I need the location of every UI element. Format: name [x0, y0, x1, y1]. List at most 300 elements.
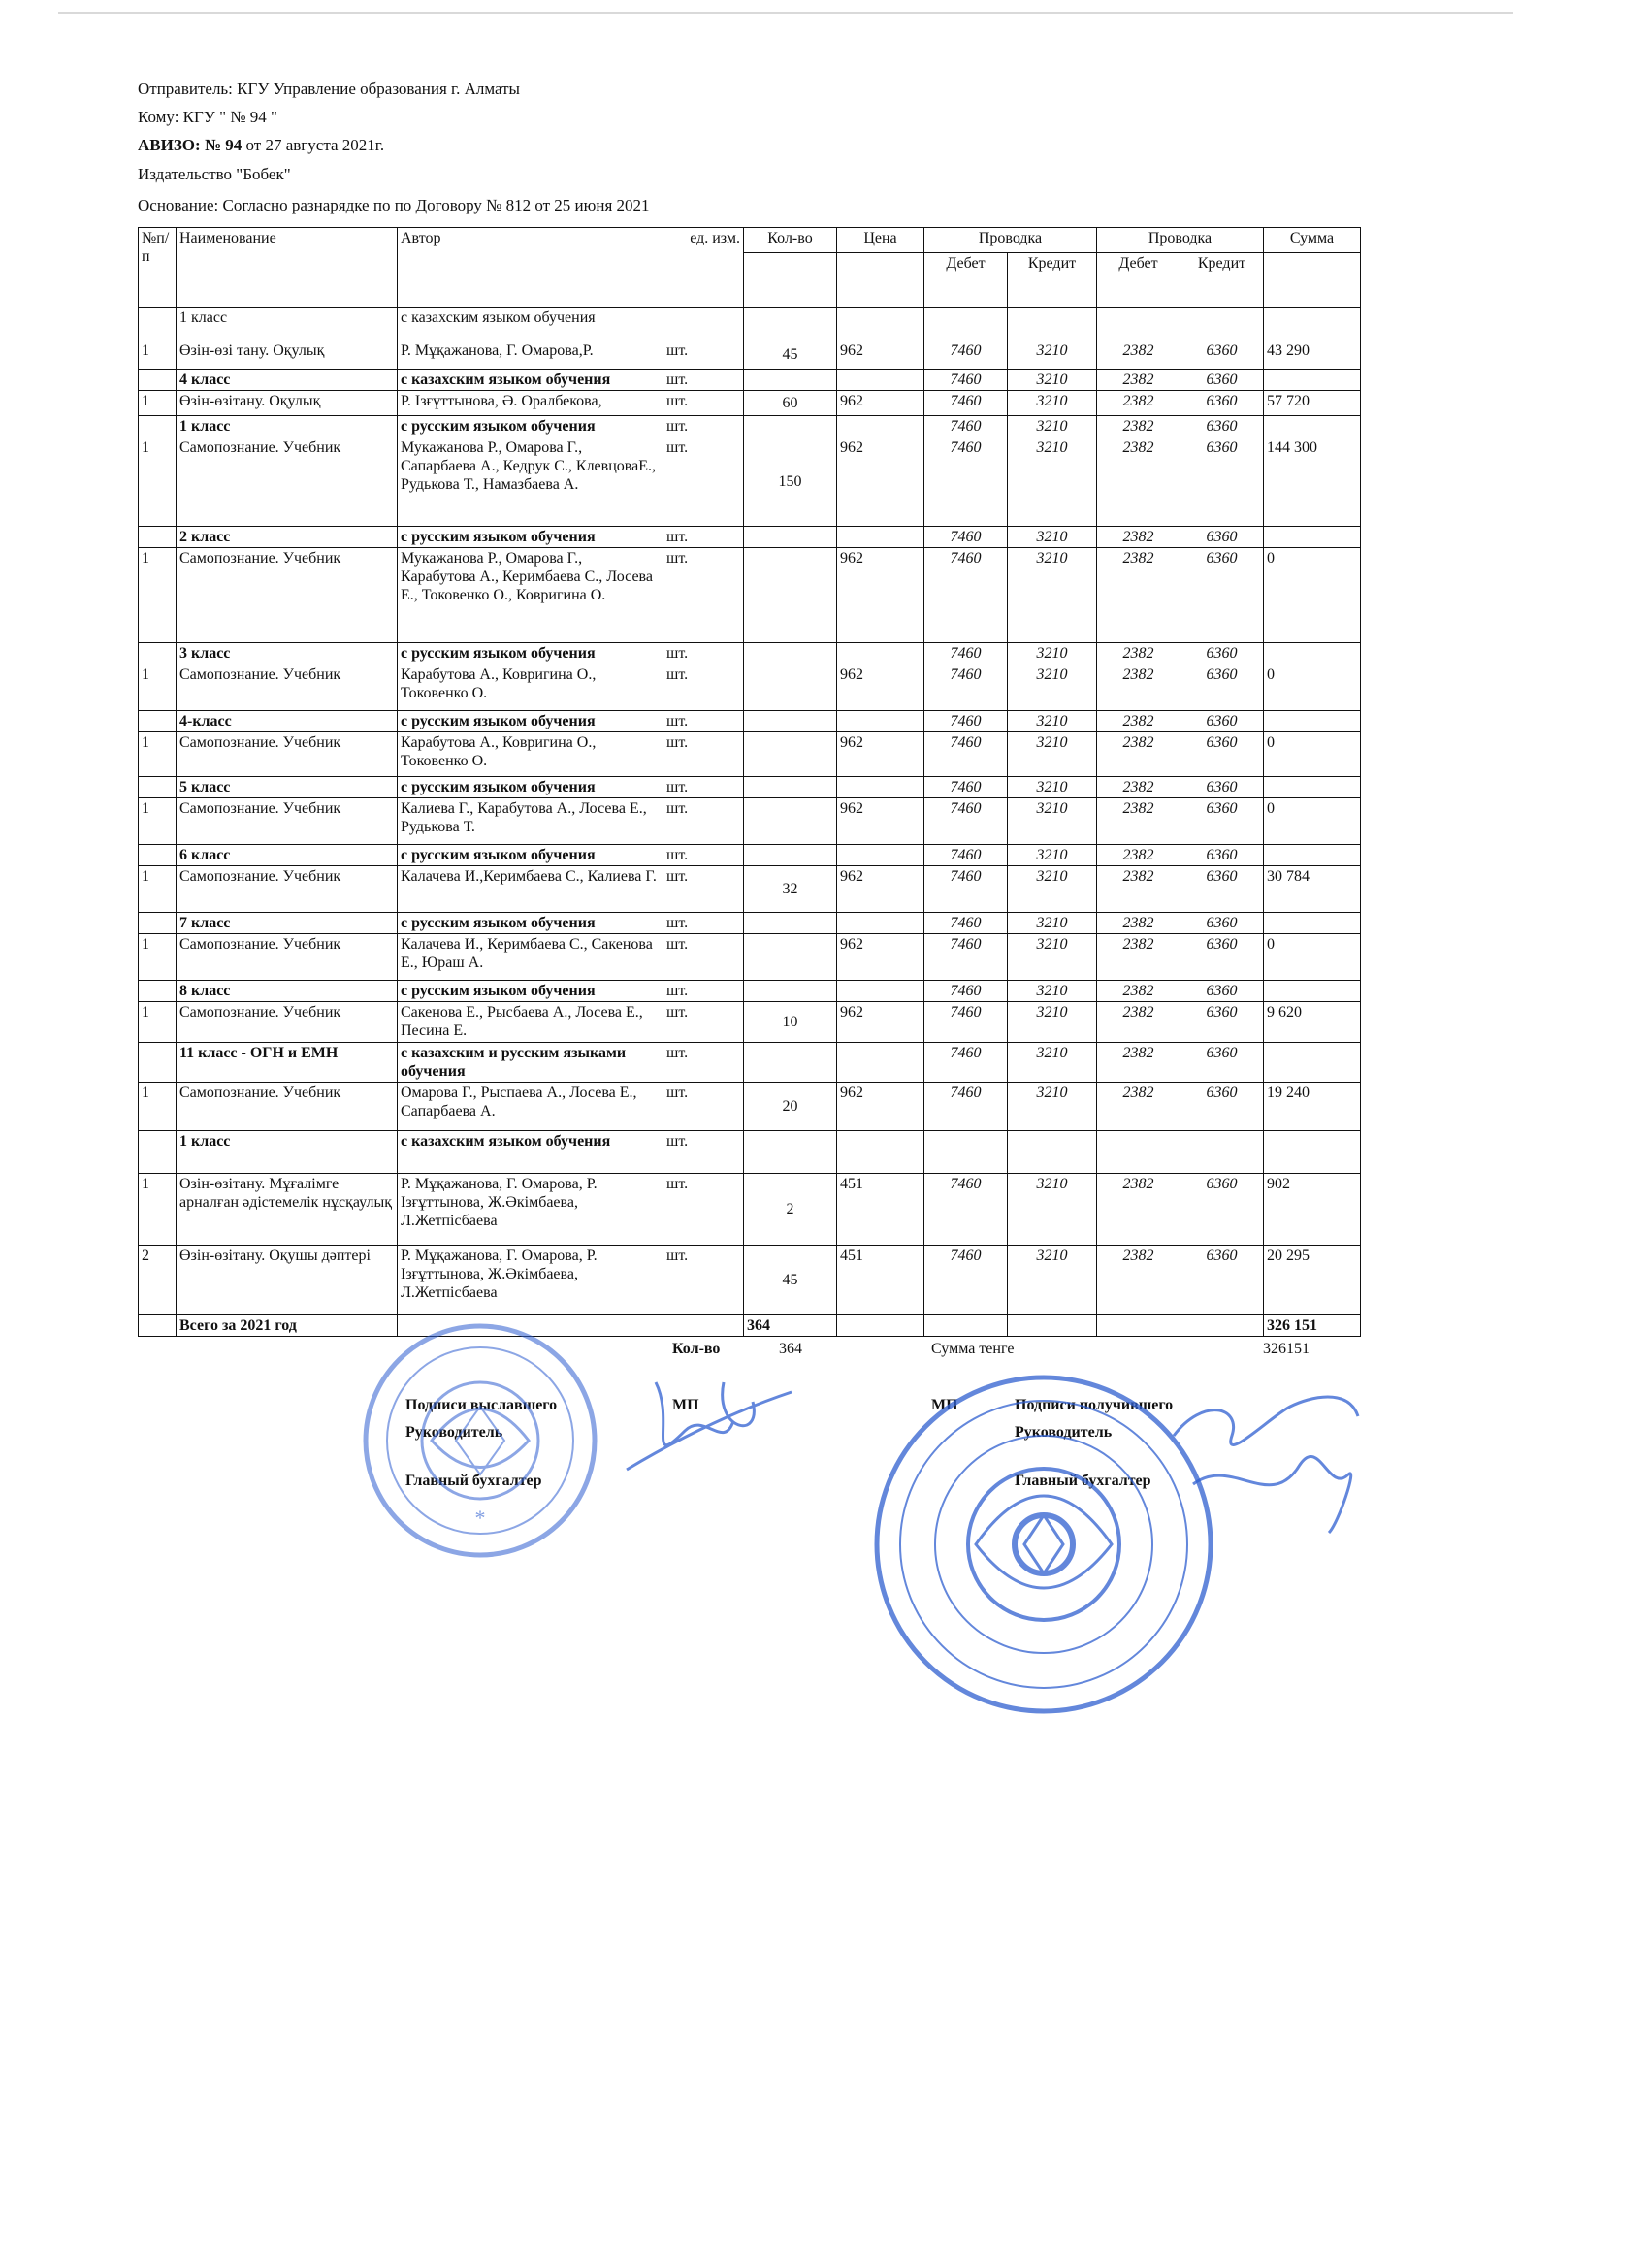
group-credit-2: 6360: [1180, 1043, 1264, 1083]
item-qty: 150: [744, 437, 837, 527]
item-price: 962: [837, 664, 924, 711]
item-num: 1: [139, 664, 177, 711]
group-row: [139, 1131, 1361, 1174]
col-header-unit: ед. изм.: [663, 228, 744, 308]
group-sum-cell: [1264, 527, 1361, 548]
group-sum-cell: [1264, 711, 1361, 732]
item-author: Калачева И., Керимбаева С., Сакенова Е., Юраш А.: [398, 934, 663, 981]
item-credit-1: 3210: [1008, 866, 1097, 913]
group-price-cell: [837, 1131, 924, 1174]
item-unit: шт.: [663, 1246, 744, 1315]
item-debit-1: 7460: [924, 1246, 1008, 1315]
item-row: [139, 934, 1361, 981]
group-debit-1: [924, 1131, 1008, 1174]
group-num-cell: [139, 981, 177, 1002]
group-row: [139, 370, 1361, 391]
group-credit-2: 6360: [1180, 643, 1264, 664]
item-debit-2: 2382: [1097, 391, 1180, 416]
item-price: 962: [837, 437, 924, 527]
group-num-cell: [139, 913, 177, 934]
group-debit-2: 2382: [1097, 777, 1180, 798]
group-credit-2: [1180, 1131, 1264, 1174]
mp-right-label: МП: [931, 1397, 958, 1413]
group-qty-cell: [744, 1043, 837, 1083]
group-unit: шт.: [663, 1043, 744, 1083]
item-author: Р. Ізғұттынова, Ә. Оралбекова,: [398, 391, 663, 416]
item-credit-1: 3210: [1008, 934, 1097, 981]
group-qty-cell: [744, 913, 837, 934]
item-debit-2: 2382: [1097, 437, 1180, 527]
col-header-entry-1: Проводка: [924, 228, 1097, 253]
item-name: Самопознание. Учебник: [177, 1083, 398, 1131]
mp-left-label: МП: [672, 1397, 699, 1413]
group-grade: 4-класс: [177, 711, 398, 732]
aviso-table: [138, 227, 1361, 1337]
item-debit-2: 2382: [1097, 1002, 1180, 1043]
group-qty-cell: [744, 643, 837, 664]
item-author: Мукажанова Р., Омарова Г., Сапарбаева А., Кедрук С., КлевцоваЕ., Рудькова Т., Намазбаева А.: [398, 437, 663, 527]
item-debit-2: 2382: [1097, 548, 1180, 643]
group-credit-2: 6360: [1180, 845, 1264, 866]
item-num: 1: [139, 798, 177, 845]
group-price-cell: [837, 981, 924, 1002]
group-price-cell: [837, 711, 924, 732]
group-credit-1: 3210: [1008, 845, 1097, 866]
item-price: 962: [837, 1002, 924, 1043]
aviso-line: [138, 136, 384, 155]
item-num: 1: [139, 866, 177, 913]
group-credit-2: 6360: [1180, 981, 1264, 1002]
group-price-cell: [837, 1043, 924, 1083]
group-debit-1: 7460: [924, 416, 1008, 437]
aviso-date: от 27 августа 2021г.: [242, 136, 385, 154]
total-empty-cell: [837, 1315, 924, 1337]
group-qty-cell: [744, 527, 837, 548]
group-debit-2: 2382: [1097, 643, 1180, 664]
item-debit-1: 7460: [924, 866, 1008, 913]
group-sum-cell: [1264, 845, 1361, 866]
group-credit-1: 3210: [1008, 981, 1097, 1002]
item-credit-2: 6360: [1180, 1174, 1264, 1246]
summary-sum-label: Сумма тенге: [931, 1341, 1015, 1357]
item-sum: 144 300: [1264, 437, 1361, 527]
group-qty-cell: [744, 777, 837, 798]
group-credit-1: 3210: [1008, 643, 1097, 664]
item-row: [139, 1083, 1361, 1131]
item-sum: 0: [1264, 798, 1361, 845]
item-debit-2: 2382: [1097, 732, 1180, 777]
item-row: [139, 732, 1361, 777]
group-unit: шт.: [663, 416, 744, 437]
group-num-cell: [139, 527, 177, 548]
group-qty-cell: [744, 370, 837, 391]
group-credit-1: [1008, 308, 1097, 340]
item-row: [139, 664, 1361, 711]
group-num-cell: [139, 777, 177, 798]
item-debit-1: 7460: [924, 1083, 1008, 1131]
item-credit-2: 6360: [1180, 548, 1264, 643]
group-language: с казахским языком обучения: [398, 370, 663, 391]
total-empty-cell: [924, 1315, 1008, 1337]
group-credit-2: 6360: [1180, 416, 1264, 437]
item-unit: шт.: [663, 437, 744, 527]
item-debit-2: 2382: [1097, 1246, 1180, 1315]
item-unit: шт.: [663, 934, 744, 981]
item-unit: шт.: [663, 1083, 744, 1131]
item-author: Р. Мұқажанова, Г. Омарова,Р.: [398, 340, 663, 370]
group-qty-cell: [744, 711, 837, 732]
group-unit: шт.: [663, 845, 744, 866]
item-sum: 0: [1264, 548, 1361, 643]
item-price: 962: [837, 798, 924, 845]
item-row: [139, 548, 1361, 643]
sender-line: Отправитель: КГУ Управление образования г. Алматы: [138, 80, 520, 98]
group-language: с русским языком обучения: [398, 416, 663, 437]
group-debit-2: 2382: [1097, 370, 1180, 391]
head-right-label: Руководитель: [1015, 1424, 1113, 1441]
table-header-row: [139, 228, 1361, 253]
item-debit-2: 2382: [1097, 934, 1180, 981]
item-sum: 0: [1264, 934, 1361, 981]
item-credit-1: 3210: [1008, 732, 1097, 777]
item-credit-1: 3210: [1008, 340, 1097, 370]
group-credit-2: 6360: [1180, 370, 1264, 391]
item-debit-2: 2382: [1097, 664, 1180, 711]
item-row: [139, 798, 1361, 845]
group-price-cell: [837, 913, 924, 934]
item-debit-1: 7460: [924, 340, 1008, 370]
col-header-price: Цена: [837, 228, 924, 253]
total-num-cell: [139, 1315, 177, 1337]
group-debit-1: 7460: [924, 981, 1008, 1002]
item-name: Өзін-өзі тану. Оқулық: [177, 340, 398, 370]
group-debit-1: 7460: [924, 527, 1008, 548]
item-name: Самопознание. Учебник: [177, 732, 398, 777]
group-debit-1: 7460: [924, 913, 1008, 934]
item-author: Калачева И.,Керимбаева С., Калиева Г.: [398, 866, 663, 913]
item-credit-1: 3210: [1008, 1246, 1097, 1315]
total-label: Всего за 2021 год: [177, 1315, 398, 1337]
item-credit-1: 3210: [1008, 1174, 1097, 1246]
item-price: 962: [837, 866, 924, 913]
col-header-debit-2: Дебет: [1097, 253, 1180, 308]
group-language: с казахским языком обучения: [398, 308, 663, 340]
item-num: 1: [139, 437, 177, 527]
scan-edge-line: [58, 12, 1513, 14]
group-num-cell: [139, 370, 177, 391]
summary-qty-label: Кол-во: [672, 1341, 721, 1357]
group-row: [139, 1043, 1361, 1083]
total-sum: 326 151: [1264, 1315, 1361, 1337]
col-header-credit-2: Кредит: [1180, 253, 1264, 308]
item-unit: шт.: [663, 548, 744, 643]
total-empty-cell: [1180, 1315, 1264, 1337]
group-debit-2: 2382: [1097, 711, 1180, 732]
item-unit: шт.: [663, 1174, 744, 1246]
group-credit-2: [1180, 308, 1264, 340]
item-unit: шт.: [663, 732, 744, 777]
item-sum: 902: [1264, 1174, 1361, 1246]
item-debit-2: 2382: [1097, 1174, 1180, 1246]
item-credit-2: 6360: [1180, 798, 1264, 845]
left-seal-stamp-icon: [340, 1319, 621, 1562]
item-debit-1: 7460: [924, 934, 1008, 981]
group-num-cell: [139, 1043, 177, 1083]
item-debit-1: 7460: [924, 391, 1008, 416]
group-row: [139, 711, 1361, 732]
group-price-cell: [837, 527, 924, 548]
group-num-cell: [139, 845, 177, 866]
group-credit-1: 3210: [1008, 416, 1097, 437]
group-price-cell: [837, 845, 924, 866]
group-price-cell: [837, 370, 924, 391]
item-price: 451: [837, 1174, 924, 1246]
group-debit-1: 7460: [924, 711, 1008, 732]
item-credit-2: 6360: [1180, 866, 1264, 913]
group-row: [139, 981, 1361, 1002]
head-left-label: Руководитель: [405, 1424, 503, 1441]
summary-sum-value: 326151: [1263, 1341, 1310, 1357]
group-credit-1: 3210: [1008, 913, 1097, 934]
item-credit-2: 6360: [1180, 934, 1264, 981]
group-price-cell: [837, 777, 924, 798]
item-row: [139, 1002, 1361, 1043]
item-qty: 45: [744, 1246, 837, 1315]
item-unit: шт.: [663, 391, 744, 416]
item-credit-1: 3210: [1008, 548, 1097, 643]
group-language: с русским языком обучения: [398, 981, 663, 1002]
item-credit-2: 6360: [1180, 437, 1264, 527]
group-unit: шт.: [663, 1131, 744, 1174]
item-credit-2: 6360: [1180, 391, 1264, 416]
group-grade: 7 класс: [177, 913, 398, 934]
group-language: с русским языком обучения: [398, 527, 663, 548]
group-unit: шт.: [663, 711, 744, 732]
item-author: Калиева Г., Карабутова А., Лосева Е., Рудькова Т.: [398, 798, 663, 845]
item-price: 451: [837, 1246, 924, 1315]
group-debit-1: 7460: [924, 1043, 1008, 1083]
item-author: Карабутова А., Ковригина О., Токовенко О.: [398, 664, 663, 711]
item-num: 1: [139, 1083, 177, 1131]
item-debit-2: 2382: [1097, 798, 1180, 845]
group-grade: 1 класс: [177, 308, 398, 340]
item-credit-1: 3210: [1008, 1002, 1097, 1043]
group-unit: шт.: [663, 527, 744, 548]
total-row: [139, 1315, 1361, 1337]
item-row: [139, 340, 1361, 370]
group-debit-2: [1097, 308, 1180, 340]
item-qty: 60: [744, 391, 837, 416]
group-debit-2: [1097, 1131, 1180, 1174]
item-author: Карабутова А., Ковригина О., Токовенко О.: [398, 732, 663, 777]
item-credit-2: 6360: [1180, 732, 1264, 777]
group-row: [139, 845, 1361, 866]
group-unit: шт.: [663, 981, 744, 1002]
group-grade: 2 класс: [177, 527, 398, 548]
item-name: Самопознание. Учебник: [177, 1002, 398, 1043]
item-row: [139, 1246, 1361, 1315]
item-credit-1: 3210: [1008, 391, 1097, 416]
item-num: 1: [139, 1174, 177, 1246]
item-qty: 45: [744, 340, 837, 370]
item-debit-1: 7460: [924, 1174, 1008, 1246]
col-header-author: Автор: [398, 228, 663, 308]
item-sum: 9 620: [1264, 1002, 1361, 1043]
item-author: Омарова Г., Рыспаева А., Лосева Е., Сапарбаева А.: [398, 1083, 663, 1131]
accountant-right-label: Главный бухгалтер: [1015, 1473, 1151, 1489]
item-credit-2: 6360: [1180, 1246, 1264, 1315]
item-price: 962: [837, 548, 924, 643]
item-debit-1: 7460: [924, 1002, 1008, 1043]
group-sum-cell: [1264, 981, 1361, 1002]
item-row: [139, 437, 1361, 527]
group-grade: 5 класс: [177, 777, 398, 798]
group-sum-cell: [1264, 913, 1361, 934]
svg-text:*: *: [474, 1506, 486, 1530]
group-row: [139, 643, 1361, 664]
item-price: 962: [837, 391, 924, 416]
group-language: с русским языком обучения: [398, 913, 663, 934]
group-language: с русским языком обучения: [398, 845, 663, 866]
col-header-qty: Кол-во: [744, 228, 837, 253]
group-debit-2: 2382: [1097, 416, 1180, 437]
group-debit-1: 7460: [924, 777, 1008, 798]
item-unit: шт.: [663, 340, 744, 370]
item-sum: 0: [1264, 732, 1361, 777]
group-num-cell: [139, 643, 177, 664]
group-debit-1: 7460: [924, 370, 1008, 391]
group-sum-cell: [1264, 308, 1361, 340]
group-row: [139, 416, 1361, 437]
group-grade: 4 класс: [177, 370, 398, 391]
item-row: [139, 866, 1361, 913]
group-sum-cell: [1264, 1131, 1361, 1174]
item-qty: [744, 548, 837, 643]
group-unit: шт.: [663, 777, 744, 798]
col-header-sum: Сумма: [1264, 228, 1361, 253]
group-sum-cell: [1264, 370, 1361, 391]
accountant-left-label: Главный бухгалтер: [405, 1473, 542, 1489]
item-name: Самопознание. Учебник: [177, 798, 398, 845]
group-unit: шт.: [663, 370, 744, 391]
col-header-sum-blank: [1264, 253, 1361, 308]
group-debit-2: 2382: [1097, 527, 1180, 548]
item-qty: [744, 934, 837, 981]
item-name: Самопознание. Учебник: [177, 437, 398, 527]
item-unit: шт.: [663, 866, 744, 913]
item-qty: [744, 798, 837, 845]
table-body: [139, 228, 1361, 1337]
group-sum-cell: [1264, 1043, 1361, 1083]
item-author: Р. Мұқажанова, Г. Омарова, Р. Ізғұттынова, Ж.Әкімбаева, Л.Жетпісбаева: [398, 1174, 663, 1246]
group-language: с казахским языком обучения: [398, 1131, 663, 1174]
group-debit-1: 7460: [924, 845, 1008, 866]
item-author: Р. Мұқажанова, Г. Омарова, Р. Ізғұттынова, Ж.Әкімбаева, Л.Жетпісбаева: [398, 1246, 663, 1315]
item-qty: 10: [744, 1002, 837, 1043]
item-price: 962: [837, 732, 924, 777]
item-credit-2: 6360: [1180, 1002, 1264, 1043]
group-debit-2: 2382: [1097, 1043, 1180, 1083]
col-header-price-blank: [837, 253, 924, 308]
item-sum: 57 720: [1264, 391, 1361, 416]
recipient-line: Кому: КГУ " № 94 ": [138, 108, 277, 126]
item-unit: шт.: [663, 664, 744, 711]
item-num: 1: [139, 934, 177, 981]
group-credit-1: 3210: [1008, 777, 1097, 798]
item-num: 1: [139, 391, 177, 416]
group-sum-cell: [1264, 643, 1361, 664]
group-row: [139, 308, 1361, 340]
item-author: Мукажанова Р., Омарова Г., Карабутова А., Керимбаева С., Лосева Е., Токовенко О., Ковригина О.: [398, 548, 663, 643]
group-grade: 1 класс: [177, 1131, 398, 1174]
group-language: с казахским и русским языками обучения: [398, 1043, 663, 1083]
group-language: с русским языком обучения: [398, 711, 663, 732]
total-empty-cell: [1097, 1315, 1180, 1337]
item-name: Самопознание. Учебник: [177, 866, 398, 913]
item-qty: [744, 664, 837, 711]
total-empty-cell: [1008, 1315, 1097, 1337]
group-unit: [663, 308, 744, 340]
group-credit-1: 3210: [1008, 370, 1097, 391]
item-debit-1: 7460: [924, 437, 1008, 527]
item-unit: шт.: [663, 798, 744, 845]
item-num: 1: [139, 732, 177, 777]
item-name: Өзін-өзітану. Мұғалімге арналған әдістемелік нұсқаулық: [177, 1174, 398, 1246]
group-credit-1: [1008, 1131, 1097, 1174]
item-sum: 30 784: [1264, 866, 1361, 913]
group-unit: шт.: [663, 913, 744, 934]
group-credit-2: 6360: [1180, 711, 1264, 732]
group-row: [139, 913, 1361, 934]
right-signature-icon: [1154, 1377, 1368, 1542]
item-num: 1: [139, 340, 177, 370]
col-header-num: №п/п: [139, 228, 177, 308]
group-language: с русским языком обучения: [398, 777, 663, 798]
item-credit-1: 3210: [1008, 437, 1097, 527]
group-sum-cell: [1264, 777, 1361, 798]
item-debit-2: 2382: [1097, 1083, 1180, 1131]
summary-qty-value: 364: [779, 1341, 802, 1357]
group-grade: 8 класс: [177, 981, 398, 1002]
item-name: Өзін-өзітану. Оқушы дәптері: [177, 1246, 398, 1315]
group-sum-cell: [1264, 416, 1361, 437]
group-credit-1: 3210: [1008, 1043, 1097, 1083]
group-credit-1: 3210: [1008, 711, 1097, 732]
item-qty: 20: [744, 1083, 837, 1131]
group-debit-1: [924, 308, 1008, 340]
group-qty-cell: [744, 308, 837, 340]
group-qty-cell: [744, 845, 837, 866]
group-row: [139, 527, 1361, 548]
group-language: с русским языком обучения: [398, 643, 663, 664]
item-credit-2: 6360: [1180, 664, 1264, 711]
item-num: 1: [139, 548, 177, 643]
item-price: 962: [837, 1083, 924, 1131]
item-credit-1: 3210: [1008, 664, 1097, 711]
col-header-debit-1: Дебет: [924, 253, 1008, 308]
item-debit-1: 7460: [924, 664, 1008, 711]
aviso-number: АВИЗО: № 94: [138, 136, 242, 154]
item-debit-2: 2382: [1097, 866, 1180, 913]
col-header-credit-1: Кредит: [1008, 253, 1097, 308]
group-grade: 6 класс: [177, 845, 398, 866]
item-name: Самопознание. Учебник: [177, 548, 398, 643]
item-debit-1: 7460: [924, 798, 1008, 845]
group-num-cell: [139, 416, 177, 437]
item-name: Самопознание. Учебник: [177, 664, 398, 711]
group-grade: 11 класс - ОГН и ЕМН: [177, 1043, 398, 1083]
basis-line: Основание: Согласно разнарядке по по Договору № 812 от 25 июня 2021: [138, 196, 650, 214]
